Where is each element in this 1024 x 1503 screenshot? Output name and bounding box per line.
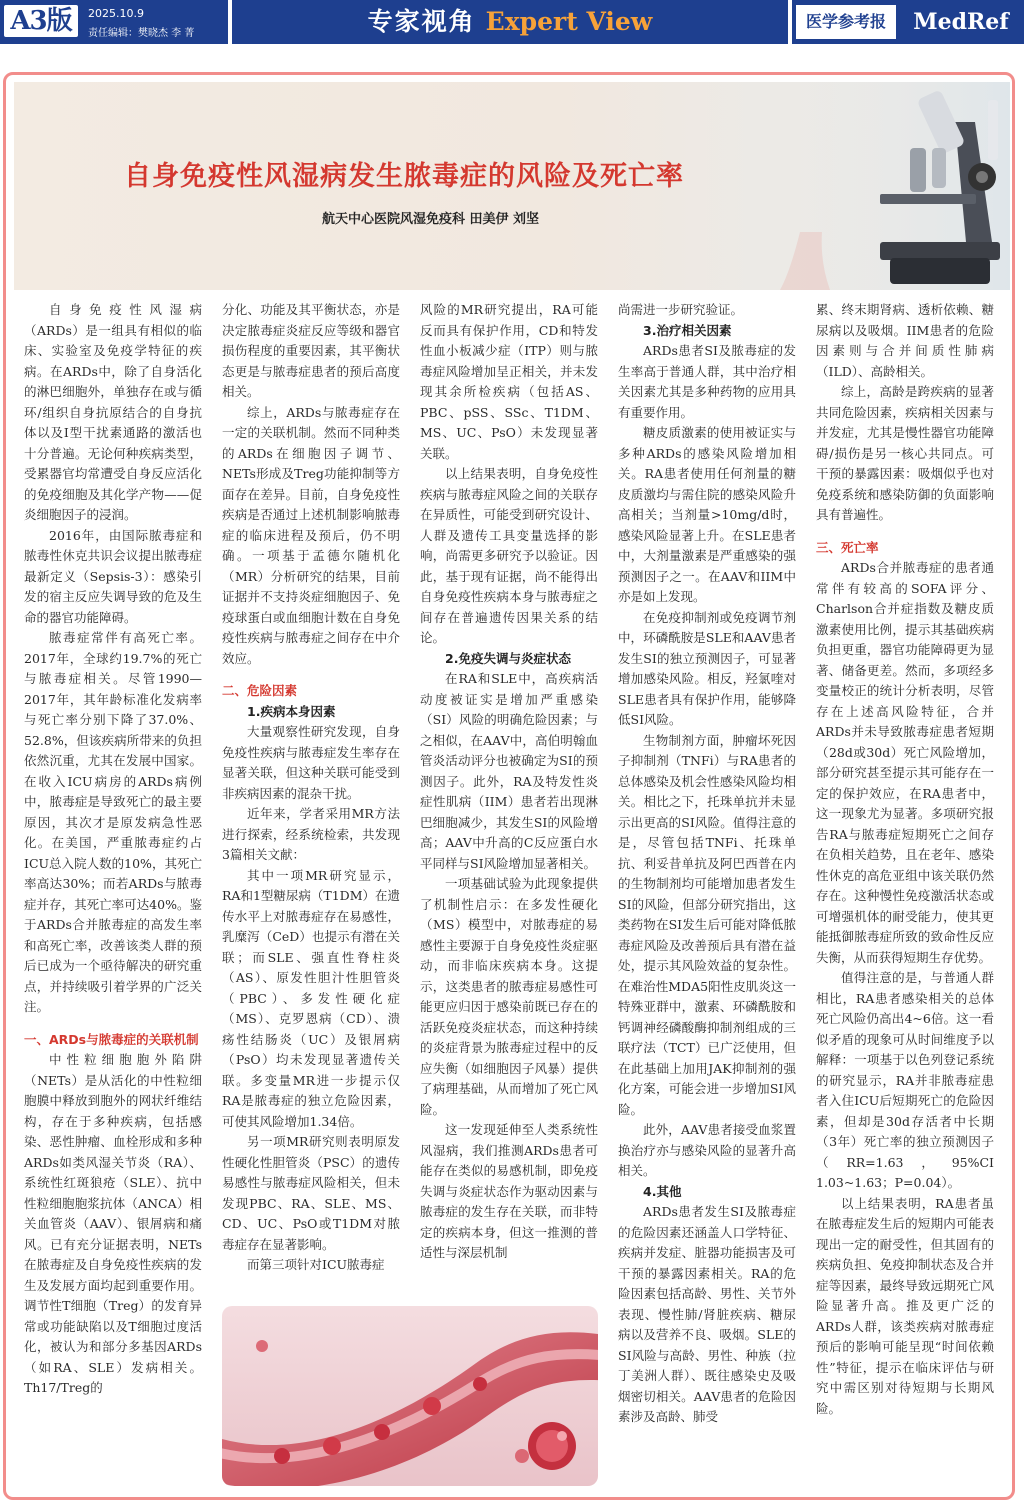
article-banner [14, 82, 1010, 290]
paragraph: 糖皮质激素的使用被证实与多种ARDs的感染风险增加相关。RA患者使用任何剂量的糖皮质激均与需住院的感染风险升高相关；当剂量>10mg/d时，感染风险显著上升。在SLE患者中，大剂量激素是严重感染的强预测因子之一。在AAV和IIM中亦是如上发现。 [618, 425, 796, 604]
paragraph: 大量观察性研究发现，自身免疫性疾病与脓毒症发生率存在显著关联，但这种关联可能受到非疾病因素的混杂干扰。 [222, 724, 400, 801]
section-title-en: Expert View [485, 7, 653, 36]
paragraph: 近年来，学者采用MR方法进行探索，经系统检索，共发现3篇相关文献： [222, 806, 400, 862]
paragraph: 以上结果表明，自身免疫性疾病与脓毒症风险之间的关联存在异质性，可能受到研究设计、人群及遗传工具变量选择的影响，尚需更多研究予以验证。因此，基于现有证据，尚不能得出自身免疫性疾病本身与脓毒症之间存在普遍遗传因果关系的结论。 [420, 466, 598, 645]
section-heading: 一、ARDs与脓毒症的关联机制 [24, 1031, 199, 1047]
paragraph: 一项基础试验为此现象提供了机制性启示：在多发性硬化（MS）模型中，对脓毒症的易感性主要源于自身免疫性炎症驱动，而非临床疾病本身。这提示，这类患者的脓毒症易感性可能更应归因于感染前既已存在的活跃免疫炎症状态，而这种持续的炎症背景为脓毒症过程中的反应失衡（如细胞因子风暴）提供了病理基础，从而增加了死亡风险。 [420, 876, 598, 1117]
subsection-heading: 3.治疗相关因素 [643, 322, 732, 338]
paragraph: 尚需进一步研究验证。 [618, 302, 744, 317]
brand-name-en: MedRef [913, 9, 1009, 35]
paragraph: 综上，高龄是跨疾病的显著共同危险因素，疾病相关因素与并发症，尤其是慢性器官功能障碍/损伤是另一核心共同点。可干预的暴露因素：吸烟似乎也对免疫系统和感染防御的负面影响具有普遍性。 [816, 384, 994, 522]
blood-vessel-illustration [222, 1306, 598, 1486]
paragraph: 累、终末期肾病、透析依赖、糖尿病以及吸烟。IIM患者的危险因素则与合并间质性肺病（ILD）、高龄相关。 [816, 302, 994, 379]
paragraph: ARDs合并脓毒症的患者通常伴有较高的SOFA评分、Charlson合并症指数及糖皮质激素使用比例，提示其基础疾病负担更重，器官功能障碍更为显著、储备更差。然而，多项经多变量校正的统计分析表明，尽管存在上述高风险特征，合并ARDs并未导致脓毒症患者短期（28d或30d）死亡风险增加，部分研究甚至提示其可能存在一定的保护效应，在RA患者中，这一现象尤为显著。多项研究报告RA与脓毒症短期死亡之间存在负相关趋势，且在老年、感染性休克的高危亚组中该关联仍然存在。这种慢性免疫激活状态或可增强机体的耐受能力，使其更能抵御脓毒症所致的致命性反应失衡，从而获得短期生存优势。 [816, 560, 994, 965]
paragraph: 而第三项针对ICU脓毒症 [247, 1257, 385, 1272]
paragraph: 综上，ARDs与脓毒症存在一定的关联机制。然而不同种类的ARDs在细胞因子调节、NETs形成及Treg功能抑制等方面存在差异。目前，自身免疫性疾病是否通过上述机制影响脓毒症的临床进程及预后，仍不明确。一项基于孟德尔随机化（MR）分析研究的结果，目前证据并不支持炎症细胞因子、免疫球蛋白或血细胞计数在自身免疫性疾病与脓毒症之间存在中介效应。 [222, 404, 400, 666]
article-title: 自身免疫性风湿病发生脓毒症的风险及死亡率 [124, 161, 684, 192]
paragraph: 值得注意的是，与普通人群相比，RA患者感染相关的总体死亡风险仍高出4~6倍。这一看似矛盾的现象可从时间维度予以解释：一项基于以色列登记系统的研究显示，RA并非脓毒症患者入住ICU后短期死亡的危险因素，但却是30d存活者中长期（3年）死亡率的独立预测因子（RR=1.63，95%CI 1.03~1.63；P=0.04）。 [816, 970, 994, 1190]
issue-date: 2025.10.9 [88, 7, 144, 20]
section-heading: 三、死亡率 [816, 539, 879, 555]
microscope-illustration [760, 82, 1010, 290]
section-header [232, 0, 788, 44]
responsible-editor: 责任编辑：樊晓杰 李 菁 [88, 28, 195, 39]
paragraph: 在免疫抑制剂或免疫调节剂中，环磷酰胺是SLE和AAV患者发生SI的独立预测因子，可显著增加感染风险。相反，羟氯喹对SLE患者具有保护作用，能够降低SI风险。 [618, 609, 796, 727]
masthead [0, 0, 1024, 44]
text-column-4 [618, 300, 796, 1428]
section-title-cn: 专家视角 [367, 7, 476, 36]
paragraph: 另一项MR研究则表明原发性硬化性胆管炎（PSC）的遗传易感性与脓毒症风险相关，但未发现PBC、RA、SLE、MS、CD、UC、PsO或T1DM对脓毒症存在显著影响。 [222, 1134, 400, 1252]
paragraph: 2016年，由国际脓毒症和脓毒性休克共识会议提出脓毒症最新定义（Sepsis-3）：感染引发的宿主反应失调导致的危及生命的器官功能障碍。 [24, 527, 202, 625]
masthead-left [0, 0, 228, 44]
brand-name-cn: 医学参考报 [796, 5, 896, 39]
section-heading: 二、危险因素 [222, 683, 298, 698]
page-number: A3版 [4, 5, 78, 37]
paragraph: 其中一项MR研究显示，RA和1型糖尿病（T1DM）在遗传水平上对脓毒症存在易感性，乳糜泻（CeD）也提示有潜在关联；而SLE、强直性脊柱炎（AS）、原发性胆汁性胆管炎（PBC）、多发性硬化症（MS）、克罗恩病（CD）、溃疡性结肠炎（UC）及银屑病（PsO）均未发现显著遗传关联。多变量MR进一步提示仅RA是脓毒症的独立危险因素，可使其风险增加1.34倍。 [222, 867, 401, 1129]
paragraph: 自身免疫性风湿病（ARDs）是一组具有相似的临床、实验室及免疫学特征的疾病。在ARDs中，除了自身活化的淋巴细胞外，单独存在或与循环/组织自身抗原结合的自身抗体以及Ⅰ型干扰素通路的激活也十分普遍。无论何种疾病类型，受累器官均常遭受自身反应活化的免疫细胞及其化学产物——促炎细胞因子的浸润。 [24, 302, 202, 522]
masthead-brand [792, 0, 1024, 44]
subsection-heading: 1.疾病本身因素 [247, 703, 336, 719]
paragraph: 在RA和SLE中，高疾病活动度被证实是增加严重感染（SI）风险的明确危险因素；与之相似，在AAV中，高伯明翰血管炎活动评分也被确定为SI的预测因子。此外，RA及特发性炎症性肌病（IIM）患者若出现淋巴细胞减少，其发生SI的风险增高；AAV中升高的C反应蛋白水平同样与SI风险增加显著相关。 [420, 671, 598, 871]
text-column-3 [420, 300, 598, 1264]
text-column-5 [816, 300, 994, 1419]
paragraph: 这一发现延伸至人类系统性风湿病，我们推测ARDs患者可能存在类似的易感机制，即免疫失调与炎症状态作为驱动因素与脓毒症的发生存在关联，而非特定的疾病本身，但这一推测的普适性与深层机制 [420, 1122, 598, 1260]
article-byline: 航天中心医院风湿免疫科 田美伊 刘坚 [322, 212, 540, 227]
text-column-2 [222, 300, 400, 1276]
paragraph: 生物制剂方面，肿瘤坏死因子抑制剂（TNFi）与RA患者的总体感染及机会性感染风险均相关。相比之下，托珠单抗并未显示出更高的SI风险。值得注意的是，尽管包括TNFi、托珠单抗、利妥昔单抗及阿巴西普在内的生物制剂均可能增加患者发生SI的风险，但部分研究指出，这类药物在SI发生后可能对降低脓毒症风险及改善预后具有潜在益处，提示其风险效益的复杂性。在难治性MDA5阳性皮肌炎这一特殊亚群中，激素、环磷酰胺和钙调神经磷酸酶抑制剂组成的三联疗法（TCT）已广泛使用，但在此基础上加用JAK抑制剂的强化方案，可能会进一步增加SI风险。 [618, 732, 796, 1117]
paragraph: 此外，AAV患者接受血浆置换治疗亦与感染风险的显著升高相关。 [618, 1122, 796, 1178]
paragraph: 中性粒细胞胞外陷阱（NETs）是从活化的中性粒细胞膜中释放到胞外的网状纤维结构，存在于多种疾病，包括感染、恶性肿瘤、血栓形成和多种ARDs如类风湿关节炎（RA）、系统性红斑狼疮（SLE）、抗中性粒细胞胞浆抗体（ANCA）相关血管炎（AAV）、银屑病和痛风。已有充分证据表明，NETs在脓毒症及自身免疫性疾病的发生及发展方面均起到重要作用。调节性T细胞（Treg）的发育异常或功能缺陷以及T细胞过度活化，被认为和部分多基因ARDs（如RA、SLE）发病相关。Th17/Treg的 [24, 1052, 202, 1395]
paragraph: ARDs患者发生SI及脓毒症的危险因素还涵盖人口学特征、疾病并发症、脏器功能损害及可干预的暴露因素相关。RA的危险因素包括高龄、男性、关节外表现、慢性肺/肾脏疾病、糖尿病以及营养不良、吸烟。SLE的SI风险与高龄、男性、种族（拉丁美洲人群）、既往感染史及吸烟密切相关。AAV患者的危险因素涉及高龄、肺受 [618, 1204, 796, 1424]
paragraph: 以上结果表明，RA患者虽在脓毒症发生后的短期内可能表现出一定的耐受性，但其固有的疾病负担、免疫抑制状态及合并症等因素，最终导致远期死亡风险显著升高。推及更广泛的ARDs人群，该类疾病对脓毒症预后的影响可能呈现“时间依赖性”特征，提示在临床评估与研究中需区别对待短期与长期风险。 [816, 1195, 994, 1416]
paragraph: 分化、功能及其平衡状态，亦是决定脓毒症炎症反应等级和器官损伤程度的重要因素，其平衡状态更是与脓毒症患者的预后高度相关。 [222, 302, 400, 399]
subsection-heading: 2.免疫失调与炎症状态 [445, 650, 571, 666]
text-column-1 [24, 300, 202, 1399]
subsection-heading: 4.其他 [643, 1183, 682, 1199]
paragraph: 脓毒症常伴有高死亡率。2017年，全球约19.7%的死亡与脓毒症相关。尽管1990—2017年，其年龄标准化发病率与死亡率分别下降了37.0%、52.8%，但该疾病所带来的负担依然沉重，尤其在发展中国家。在收入ICU病房的ARDs病例中，脓毒症是导致死亡的最主要原因，其次才是原发病急性恶化。在美国，严重脓毒症约占ICU总入院人数的10%，其死亡率高达30%；而若ARDs与脓毒症并存，其死亡率可达40%。鉴于ARDs合并脓毒症的高发生率和高死亡率，改善该类人群的预后已成为一个亟待解决的研究重点，并持续吸引着学界的广泛关注。 [24, 630, 202, 1014]
paragraph: ARDs患者SI及脓毒症的发生率高于普通人群，其中治疗相关因素尤其是多种药物的应用具有重要作用。 [618, 343, 796, 420]
paragraph: 风险的MR研究提出，RA可能反而具有保护作用，CD和特发性血小板减少症（ITP）则与脓毒症风险增加呈正相关，并未发现其余所检疾病（包括AS、PBC、pSS、SSc、T1DM、MS、UC、PsO）未发现显著关联。 [420, 302, 598, 461]
